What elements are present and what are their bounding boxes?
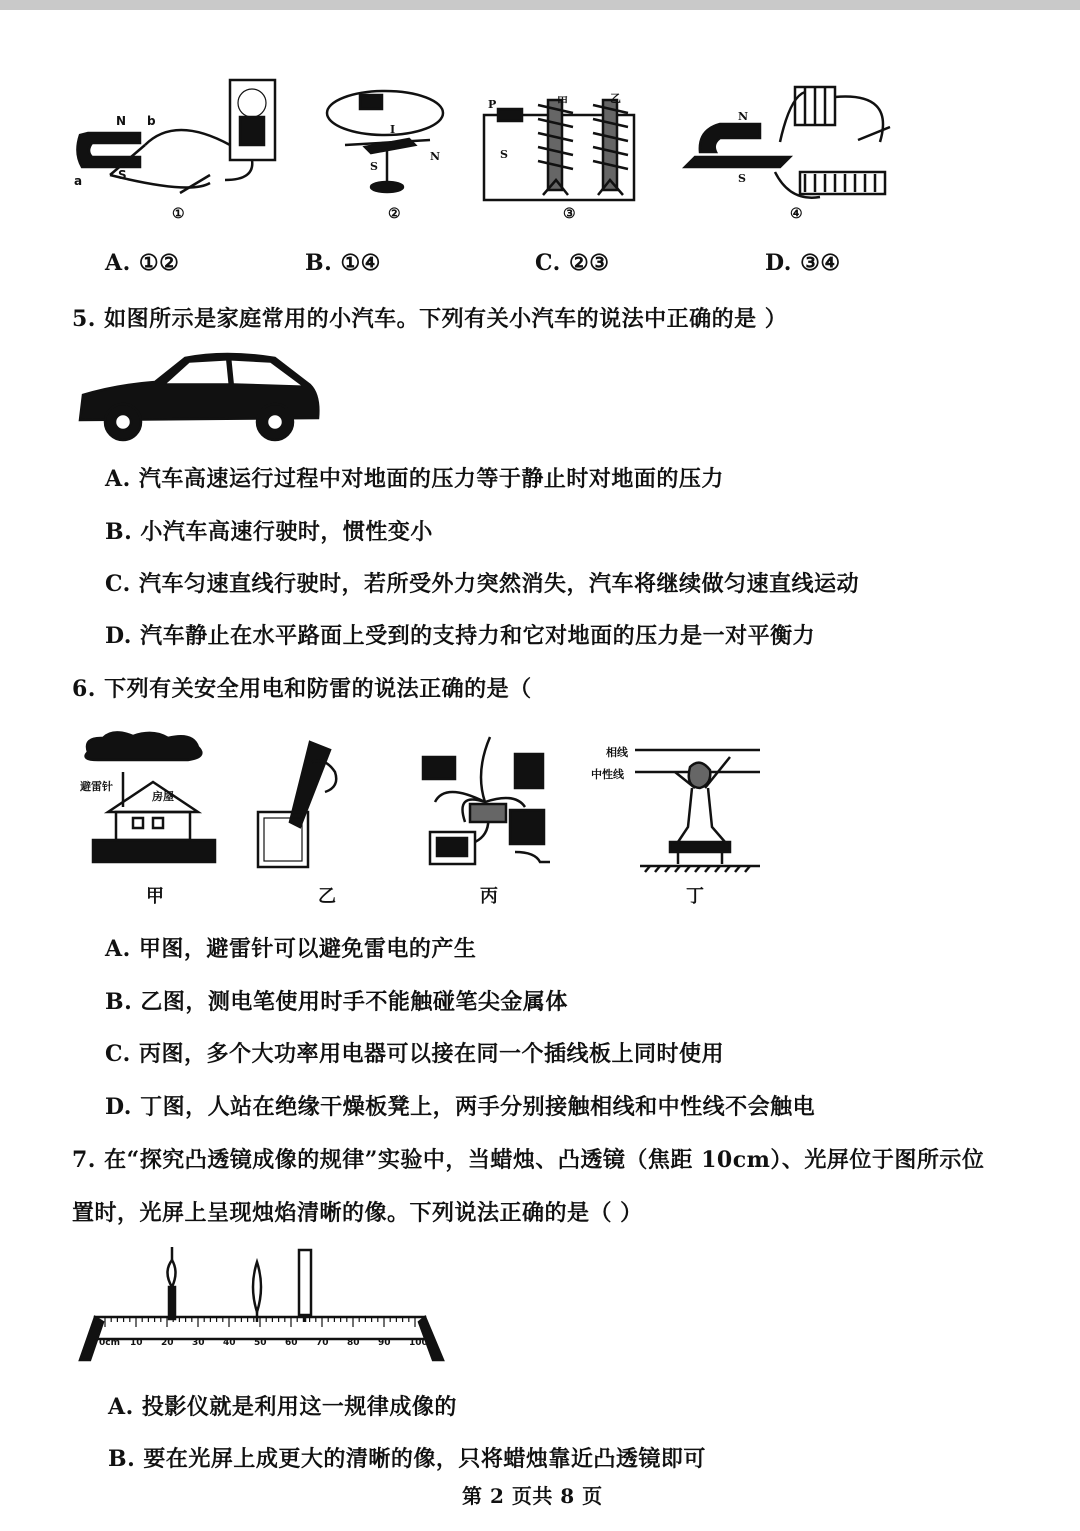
svg-text:a: a — [74, 174, 83, 188]
q6-stem: 6. 下列有关安全用电和防雷的说法正确的是（ — [72, 676, 532, 702]
ruler-tick-label: 30 — [192, 1338, 205, 1348]
q4-option-c[interactable] — [535, 250, 609, 276]
q6-caption-ding: 丁 — [686, 886, 704, 907]
q6-fig-ding-label-phase-line: 相线 — [606, 746, 628, 759]
q6-caption-bing: 丙 — [480, 886, 498, 907]
q4-fig3-label-jia: 甲 — [557, 95, 568, 108]
exam-page — [0, 10, 1080, 1531]
q6-option-a[interactable]: A. 甲图，避雷针可以避免雷电的产生 — [105, 936, 477, 962]
svg-text:b: b — [147, 114, 156, 128]
q4-fig4-label-S: S — [738, 172, 746, 185]
q6-option-d[interactable]: D. 丁图，人站在绝缘干燥板凳上，两手分别接触相线和中性线不会触电 — [105, 1094, 816, 1120]
q6-option-b[interactable]: B. 乙图，测电笔使用时手不能触碰笔尖金属体 — [105, 989, 568, 1015]
q7-optical-bench — [75, 1242, 450, 1367]
ruler-tick-label: 70 — [316, 1338, 329, 1348]
q4-fig4-label-N: N — [738, 110, 749, 123]
q4-option-d[interactable] — [765, 250, 841, 276]
q4-option-b[interactable] — [305, 250, 381, 276]
q4-option-a[interactable] — [105, 250, 179, 276]
ruler-tick-label: 80 — [347, 1338, 360, 1348]
ruler-tick-label: 40 — [223, 1338, 236, 1348]
q4-fig2-label-S: S — [370, 160, 378, 173]
ruler-tick-label: 60 — [285, 1338, 298, 1348]
q4-figure-4-label: ④ — [790, 206, 803, 222]
q4-figure-1-label: ① — [172, 206, 185, 222]
q4-option-b-text: ①④ — [340, 250, 381, 276]
ruler-tick-label: 90 — [378, 1338, 391, 1348]
q5-car-image — [75, 350, 325, 445]
q4-option-a-text: ①② — [138, 250, 180, 276]
q4-fig3-label-P: P — [488, 98, 497, 111]
q7-stem-line-2: 置时，光屏上呈现烛焰清晰的像。下列说法正确的是（ ） — [72, 1200, 643, 1226]
q4-figure-4-motor — [680, 72, 910, 212]
q7-option-a[interactable]: A. 投影仪就是利用这一规律成像的 — [108, 1394, 457, 1420]
q5-option-c[interactable]: C. 汽车匀速直线行驶时，若所受外力突然消失，汽车将继续做匀速直线运动 — [105, 571, 859, 597]
q6-fig-jia-house-lightning-rod — [78, 732, 223, 872]
q4-fig2-label-I: I — [390, 123, 396, 136]
q4-option-b-letter: B. — [305, 250, 333, 276]
q4-fig2-label-N: N — [430, 150, 441, 163]
ruler-tick-label: 100 — [409, 1338, 428, 1348]
q5-stem: 5. 如图所示是家庭常用的小汽车。下列有关小汽车的说法中正确的是 ） — [72, 306, 788, 332]
q6-caption-jia: 甲 — [146, 886, 164, 907]
page-footer: 第 2 页共 8 页 — [462, 1484, 603, 1508]
ruler-tick-label: 10 — [130, 1338, 143, 1348]
q6-caption-yi: 乙 — [318, 886, 336, 907]
q4-option-d-letter: D. — [765, 250, 792, 276]
q6-fig-jia-label-lightning-rod: 避雷针 — [80, 780, 113, 793]
ruler-tick-label: 50 — [254, 1338, 267, 1348]
q4-figure-2-label: ② — [388, 206, 401, 222]
q5-option-d[interactable]: D. 汽车静止在水平路面上受到的支持力和它对地面的压力是一对平衡力 — [105, 623, 816, 649]
svg-text:N: N — [116, 114, 127, 128]
q5-option-a[interactable]: A. 汽车高速运行过程中对地面的压力等于静止时对地面的压力 — [105, 466, 724, 492]
q7-option-b[interactable]: B. 要在光屏上成更大的清晰的像，只将蜡烛靠近凸透镜即可 — [108, 1446, 706, 1472]
q6-fig-ding-label-neutral-line: 中性线 — [591, 768, 624, 781]
q4-figure-3-label: ③ — [563, 206, 576, 222]
q6-fig-yi-test-pen — [250, 732, 365, 872]
q4-option-c-text: ②③ — [568, 250, 610, 276]
q4-option-c-letter: C. — [535, 250, 561, 276]
q4-fig3-label-S: S — [500, 148, 508, 161]
ruler-tick-label: 20 — [161, 1338, 174, 1348]
q6-option-c[interactable]: C. 丙图，多个大功率用电器可以接在同一个插线板上同时使用 — [105, 1041, 724, 1067]
top-gray-bar — [0, 0, 1080, 10]
q5-option-b[interactable]: B. 小汽车高速行驶时，惯性变小 — [105, 519, 433, 545]
q4-figure-2-oersted — [325, 85, 455, 205]
q6-fig-bing-overloaded-socket — [415, 732, 565, 872]
ruler-tick-label: 0cm — [99, 1338, 120, 1348]
q6-fig-jia-label-house: 房屋 — [152, 790, 174, 803]
svg-text:S: S — [118, 168, 127, 182]
q4-option-d-text: ③④ — [800, 250, 841, 276]
q7-stem-line-1: 7. 在“探究凸透镜成像的规律”实验中，当蜡烛、凸透镜（焦距 10cm）、光屏位于图所示位 — [72, 1147, 985, 1173]
q4-fig3-label-yi: 乙 — [610, 92, 621, 105]
q4-option-a-letter: A. — [105, 250, 131, 276]
